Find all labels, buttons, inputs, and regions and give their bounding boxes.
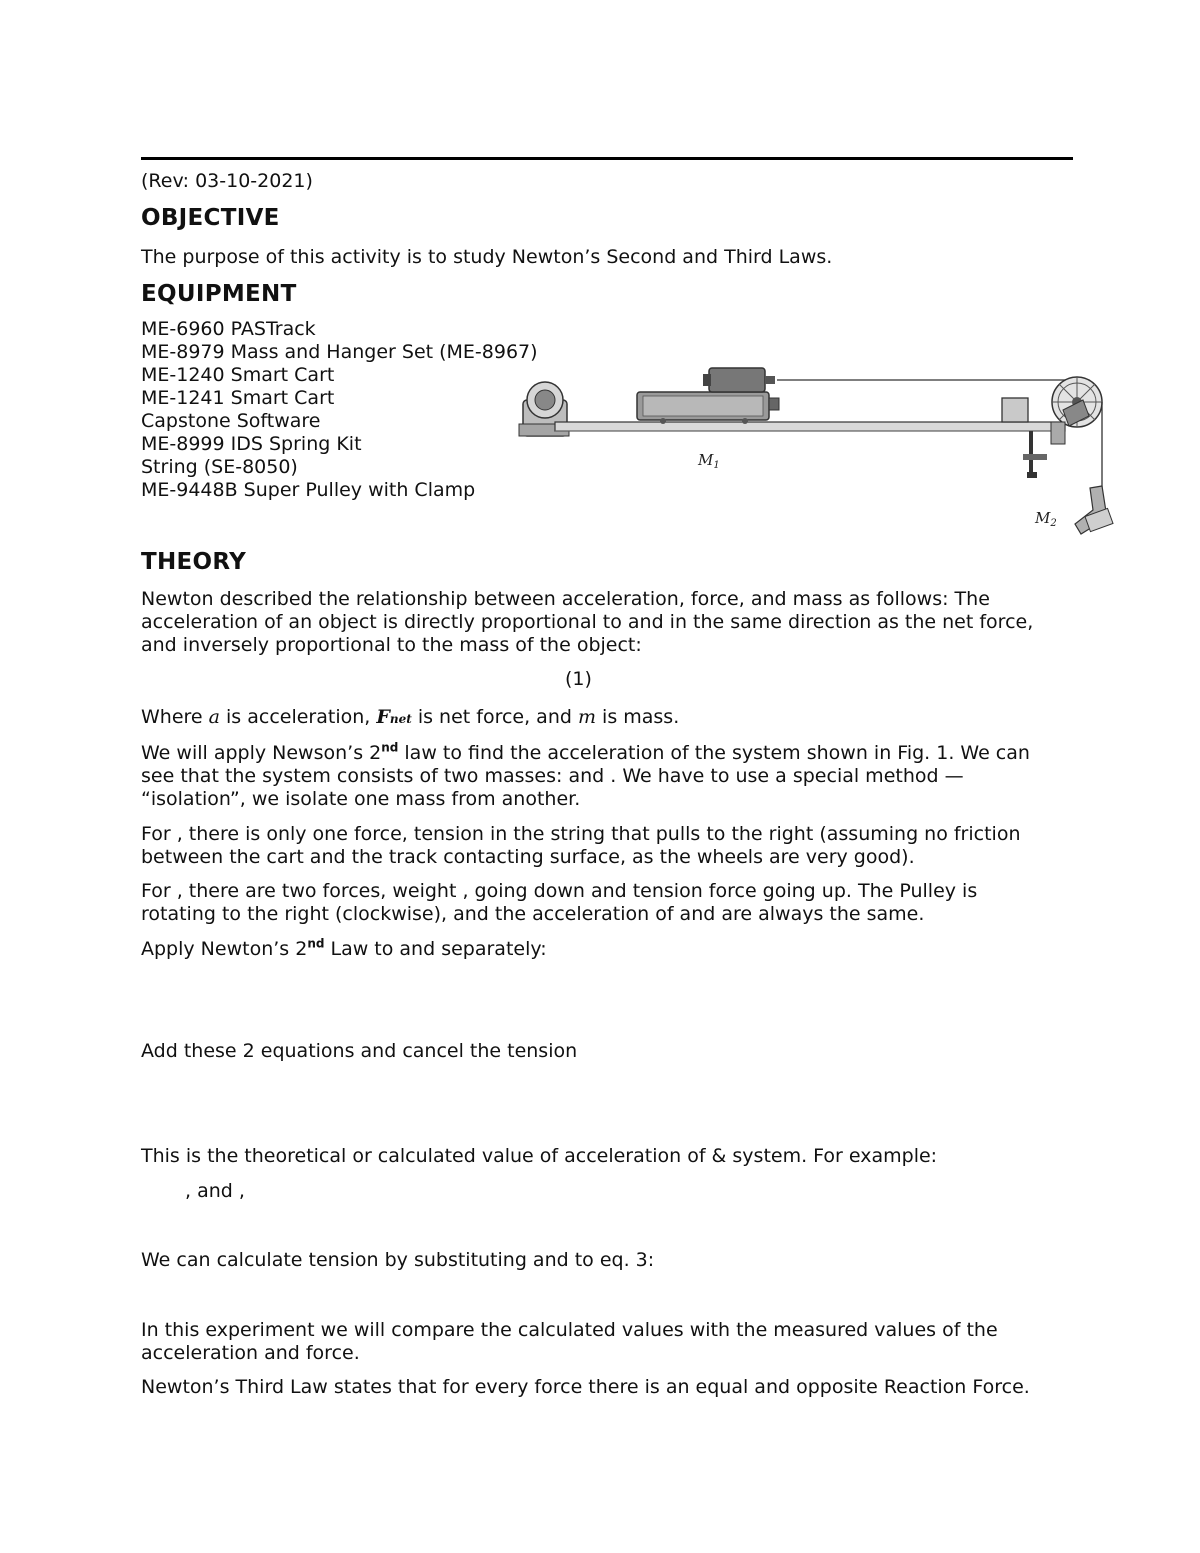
equipment-item: ME-1240 Smart Cart xyxy=(141,364,335,386)
symbol-F: F xyxy=(376,706,390,728)
equipment-item: String (SE-8050) xyxy=(141,456,298,478)
theory-p8: , and , xyxy=(185,1180,245,1202)
p2-text-a: We will apply Newson’s 2 xyxy=(141,742,382,764)
equipment-item: ME-9448B Super Pulley with Clamp xyxy=(141,479,476,501)
where-line xyxy=(141,706,679,731)
hanging-mass xyxy=(1075,486,1113,534)
where-text-3: is net force, and xyxy=(411,706,578,728)
theory-p10-line1: In this experiment we will compare the calculated values with the measured values of the xyxy=(141,1319,998,1341)
where-text-2: is acceleration, xyxy=(219,706,377,728)
m2-label: $M_2$ xyxy=(1035,509,1057,529)
theory-p10-line2: acceleration and force. xyxy=(141,1342,360,1364)
equipment-item: ME-8999 IDS Spring Kit xyxy=(141,433,362,455)
equipment-item: ME-1241 Smart Cart xyxy=(141,387,335,409)
theory-p1-line3: and inversely proportional to the mass of the object: xyxy=(141,634,642,656)
theory-p1-line1: Newton described the relationship between acceleration, force, and mass as follows: The xyxy=(141,588,990,610)
theory-p6: Add these 2 equations and cancel the tension xyxy=(141,1040,578,1062)
theory-p2-line2: see that the system consists of two masses: and . We have to use a special method — xyxy=(141,765,964,787)
objective-heading: OBJECTIVE xyxy=(141,205,280,231)
p5-text-b: Law to and separately: xyxy=(324,938,547,960)
theory-p1-line2: acceleration of an object is directly proportional to and in the same direction as the net force, xyxy=(141,611,1034,633)
symbol-m: m xyxy=(577,706,596,728)
symbol-a: a xyxy=(208,706,220,728)
theory-p2-line1 xyxy=(141,742,1030,765)
symbol-net: net xyxy=(389,712,412,726)
p5-superscript: nd xyxy=(307,936,325,951)
equipment-heading: EQUIPMENT xyxy=(141,281,297,307)
m1-label: $M_1$ xyxy=(698,451,720,471)
theory-p11: Newton’s Third Law states that for every force there is an equal and opposite Reaction Force. xyxy=(141,1376,1030,1398)
equipment-list xyxy=(141,318,538,502)
theory-p2-line3: “isolation”, we isolate one mass from another. xyxy=(141,788,581,810)
track xyxy=(555,422,1065,431)
equipment-item: ME-8979 Mass and Hanger Set (ME-8967) xyxy=(141,341,538,363)
theory-p3-line1: For , there is only one force, tension in the string that pulls to the right (assuming no friction xyxy=(141,823,1021,845)
p5-text-a: Apply Newton’s 2 xyxy=(141,938,308,960)
p2-superscript: nd xyxy=(381,740,399,755)
theory-p3-line2: between the cart and the track contacting surface, as the wheels are very good). xyxy=(141,846,915,868)
objective-text: The purpose of this activity is to study Newton’s Second and Third Laws. xyxy=(141,246,833,268)
where-text-4: is mass. xyxy=(596,706,680,728)
equipment-item: ME-6960 PASTrack xyxy=(141,318,316,340)
cart-pulley-figure xyxy=(515,360,1125,540)
where-text-1: Where xyxy=(141,706,209,728)
header-rule xyxy=(141,157,1073,160)
theory-p4-line2: rotating to the right (clockwise), and the acceleration of and are always the same. xyxy=(141,903,925,925)
super-pulley xyxy=(1023,377,1102,488)
theory-p4-line1: For , there are two forces, weight , going down and tension force going up. The Pulley is xyxy=(141,880,978,902)
theory-p5 xyxy=(141,938,547,961)
theory-heading: THEORY xyxy=(141,549,247,575)
theory-p7: This is the theoretical or calculated value of acceleration of & system. For example: xyxy=(141,1145,938,1167)
equipment-item: Capstone Software xyxy=(141,410,321,432)
theory-p9: We can calculate tension by substituting and to eq. 3: xyxy=(141,1249,655,1271)
smart-cart xyxy=(637,368,779,424)
p2-text-b: law to find the acceleration of the system shown in Fig. 1. We can xyxy=(398,742,1030,764)
revision-date: (Rev: 03-10-2021) xyxy=(141,170,313,192)
bumper-block xyxy=(1002,398,1028,422)
equation-number-1: (1) xyxy=(565,668,592,690)
